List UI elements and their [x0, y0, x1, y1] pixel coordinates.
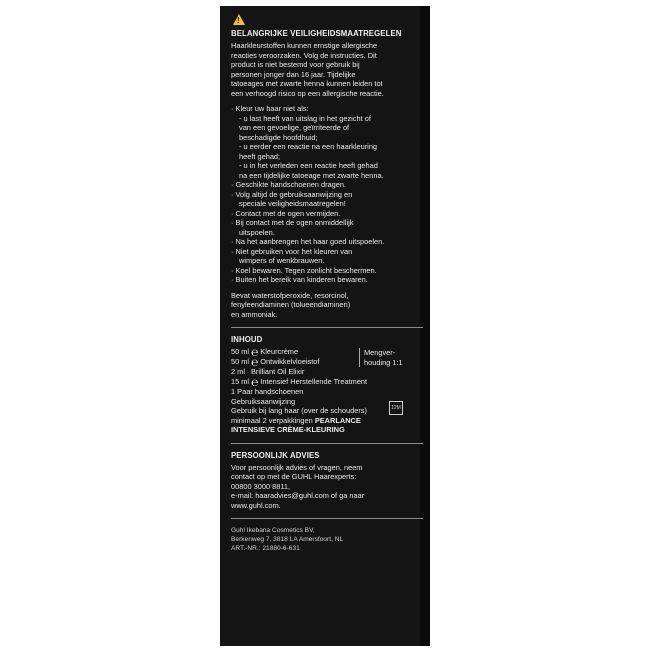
warning-list-item: uitspoelen.	[239, 227, 275, 237]
advies-title: PERSOONLIJK ADVIES	[231, 450, 320, 460]
note-line: Gebruik bij lang haar (over de schouders)	[231, 406, 367, 415]
period-after-opening-icon: 12M	[389, 401, 403, 415]
note-line-2: minimaal 2 verpakkingen PEARLANCE	[231, 415, 361, 425]
mix-ratio: Mengver- houding 1:1	[359, 348, 403, 367]
warning-list-item: · Volg altijd de gebruiksaanwijzing en	[231, 189, 353, 199]
item-quantity: 15 ml	[231, 377, 250, 386]
footer-address: Guhl Ikebana Cosmetics BV, Berkenweg 7, 3818 LA Amersfoort, NL ART.-NR.: 21880-6-631	[231, 527, 344, 552]
warning-list-item: · Buiten het bereik van kinderen bewaren.	[231, 275, 368, 284]
divider	[231, 327, 423, 328]
estimated-sign-icon: ℮	[251, 345, 259, 359]
divider	[231, 518, 423, 519]
warning-list-item: heeft gehad;	[239, 151, 281, 161]
warning-list-item: · Na het aanbrengen het haar goed uitspoelen.	[231, 237, 385, 246]
warning-list-item: speciale veiligheidsmaatregelen!	[239, 199, 346, 208]
note-product-name: INTENSIEVE CRÈME-KLEURING	[231, 425, 345, 434]
warning-title: BELANGRIJKE VEILIGHEIDSMAATREGELEN	[231, 29, 402, 38]
warning-intro: Haarkleurstoffen kunnen ernstige allergische reacties veroorzaken. Volg de instructies. Dit product is niet bestemd voor gebruik bij personen jonger dan 16 jaar. Tijdelijke tatoeages met zwarte henna kunnen leiden tot een verhoogd risico op een allergische reactie.	[231, 41, 384, 98]
box-panel	[231, 14, 423, 553]
extra-instructions: Gebruiksaanwijzing	[231, 396, 296, 406]
warning-list-item: · Niet gebruiken voor het kleuren van	[231, 246, 353, 256]
warning-list-item: - u last heeft van uitslag in het gezicht of	[239, 113, 371, 123]
warning-list-item: wimpers of wenkbrauwen.	[239, 256, 325, 265]
item-name: Brilliant Oil Elixir	[250, 367, 305, 376]
item-name: Ontwikkelvloeistof	[260, 357, 320, 366]
warning-list-item: · Contact met de ogen vermijden.	[231, 208, 341, 218]
extra-gloves: 1 Paar handschoenen	[231, 387, 304, 396]
estimated-sign-icon: ℮	[251, 375, 259, 389]
warning-list-item: · Kleur uw haar niet als:	[231, 104, 309, 113]
inhoud-title: INHOUD	[231, 335, 263, 344]
warning-list-item: · Koel bewaren. Tegen zonlicht beschermen.	[231, 265, 377, 275]
item-name: Intensief Herstellende Treatment	[260, 377, 368, 386]
warning-list-item: na een tijdelijke tatoeage met zwarte henna.	[239, 170, 384, 180]
item-name: Kleurcrème	[260, 347, 299, 356]
advies-section: PERSOONLIJK ADVIES Voor persoonlijk advies of vragen, neem contact op met de GUHL Haarexperts: 00800 3000 8811, e-mail: haaradvies@guhl.com of ga naar www.guhl.com.	[231, 451, 423, 511]
warning-list-item: - u in het verleden een reactie heeft gehad	[239, 161, 378, 170]
inhoud-item	[231, 367, 423, 377]
warning-list-item: van een gevoelige, geïrriteerde of	[239, 123, 350, 132]
warning-list-item: · Bij contact met de ogen onmiddellijk	[231, 218, 354, 227]
divider	[231, 443, 423, 444]
warning-triangle-icon: !	[233, 14, 245, 25]
warning-list-item: · Geschikte handschoenen dragen.	[231, 180, 347, 189]
inhoud-item	[231, 377, 423, 387]
item-quantity: 50 ml	[231, 357, 250, 366]
estimated-sign-icon: ℮	[251, 355, 259, 369]
item-quantity: 50 ml	[231, 347, 250, 356]
warning-list-item: - u eerder een reactie na een haarkleuring	[239, 142, 378, 151]
warning-list	[231, 104, 423, 285]
item-quantity: 2 ml	[231, 367, 245, 376]
inhoud-section	[231, 335, 423, 435]
contains-text: Bevat waterstofperoxide, resorcinol, fenyleendiaminen (tolueendiaminen) en ammoniak.	[231, 290, 351, 319]
warning-list-item: beschadigde hoofdhuid;	[239, 132, 318, 142]
